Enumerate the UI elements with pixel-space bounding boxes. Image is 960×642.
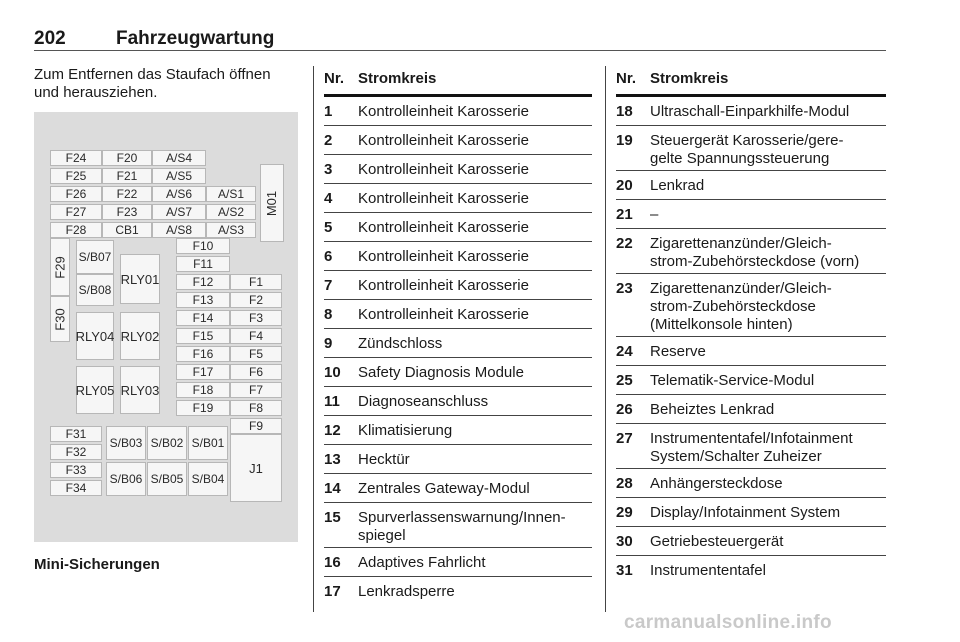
row-number: 10 <box>324 364 341 381</box>
row-text-line: Zigarettenanzünder/Gleich- <box>650 235 832 252</box>
junction-j1: J1 <box>230 434 282 502</box>
row-text-line: System/Schalter Zuheizer <box>650 448 822 465</box>
row-text: Kontrolleinheit Karosserie <box>358 306 529 323</box>
row-number: 12 <box>324 422 341 439</box>
row-text-line: Zigarettenanzünder/Gleich- <box>650 280 832 297</box>
row-number: 14 <box>324 480 341 497</box>
row-number: 30 <box>616 533 633 550</box>
row-text <box>650 280 832 334</box>
fuse-f31: F31 <box>50 426 102 442</box>
intro-line: Zum Entfernen das Staufach öffnen <box>34 66 271 83</box>
row-text: Kontrolleinheit Karosserie <box>358 132 529 149</box>
fuse-f17: F17 <box>176 364 230 380</box>
table-row <box>324 503 592 548</box>
fuse-f29 <box>50 238 70 296</box>
row-number: 18 <box>616 103 633 120</box>
row-number: 20 <box>616 177 633 194</box>
fuse-f32: F32 <box>50 444 102 460</box>
relay-rly01: RLY01 <box>120 254 160 304</box>
fuse-as8: A/S8 <box>152 222 206 238</box>
row-text: Adaptives Fahrlicht <box>358 554 486 571</box>
row-text: Lenkradsperre <box>358 583 455 600</box>
row-number: 7 <box>324 277 333 294</box>
table-row <box>616 366 886 395</box>
fuse-as1: A/S1 <box>206 186 256 202</box>
header-circuit: Stromkreis <box>358 70 437 87</box>
row-number: 27 <box>616 430 633 447</box>
watermark: carmanualsonline.info <box>624 612 832 633</box>
column-divider <box>313 66 314 612</box>
diagram-caption: Mini-Sicherungen <box>34 556 160 573</box>
row-text: Diagnoseanschluss <box>358 393 489 410</box>
fuse-as3: A/S3 <box>206 222 256 238</box>
intro-line: und herausziehen. <box>34 84 158 101</box>
fuse-f20: F20 <box>102 150 152 166</box>
row-text: Zentrales Gateway-Modul <box>358 480 530 497</box>
row-number: 9 <box>324 335 333 352</box>
row-text-line: strom-Zubehörsteckdose <box>650 298 816 315</box>
row-number: 4 <box>324 190 333 207</box>
row-text: Beheiztes Lenkrad <box>650 401 775 418</box>
module-m01 <box>260 164 284 242</box>
fuse-f26: F26 <box>50 186 102 202</box>
table-row <box>324 358 592 387</box>
row-text: Zündschloss <box>358 335 443 352</box>
header-circuit: Stromkreis <box>650 70 729 87</box>
fuse-table-1 <box>324 66 592 606</box>
row-text: Reserve <box>650 343 706 360</box>
row-text-line: gelte Spannungssteuerung <box>650 150 830 167</box>
page-title: Fahrzeugwartung <box>116 28 275 49</box>
table-row <box>616 126 886 171</box>
table-row <box>324 242 592 271</box>
row-text: Anhängersteckdose <box>650 475 783 492</box>
row-text: Klimatisierung <box>358 422 453 439</box>
fuse-as5: A/S5 <box>152 168 206 184</box>
row-text: Kontrolleinheit Karosserie <box>358 248 529 265</box>
fuse-f10: F10 <box>176 238 230 254</box>
row-number: 1 <box>324 103 333 120</box>
fuse-f11: F11 <box>176 256 230 272</box>
table-row <box>324 271 592 300</box>
fuse-f7: F7 <box>230 382 282 398</box>
table-row <box>616 527 886 556</box>
row-text-line: Steuergerät Karosserie/gere- <box>650 132 844 149</box>
fuse-sb04: S/B04 <box>188 462 228 496</box>
table-row <box>324 474 592 503</box>
row-text-line: strom-Zubehörsteckdose (vorn) <box>650 253 860 270</box>
row-number: 11 <box>324 393 340 410</box>
table-row <box>324 213 592 242</box>
row-number: 28 <box>616 475 633 492</box>
row-number: 8 <box>324 306 333 323</box>
relay-rly04: RLY04 <box>76 312 114 360</box>
fuse-f5: F5 <box>230 346 282 362</box>
row-text-line: spiegel <box>358 527 406 544</box>
row-text <box>650 132 843 168</box>
table-row <box>324 548 592 577</box>
table-row <box>616 200 886 229</box>
table-row <box>616 97 886 126</box>
row-number: 21 <box>616 206 633 223</box>
row-text-line: Instrumententafel/Infotainment <box>650 430 853 447</box>
row-text: Hecktür <box>358 451 410 468</box>
relay-rly03: RLY03 <box>120 366 160 414</box>
fuse-sb08: S/B08 <box>76 274 114 306</box>
row-text: Kontrolleinheit Karosserie <box>358 161 529 178</box>
row-text <box>650 235 859 271</box>
row-text-line: Spurverlassenswarnung/Innen- <box>358 509 566 526</box>
table-row <box>616 337 886 366</box>
table-row <box>616 498 886 527</box>
header-nr: Nr. <box>616 70 637 87</box>
table-row <box>616 469 886 498</box>
fuse-as4: A/S4 <box>152 150 206 166</box>
fuse-f16: F16 <box>176 346 230 362</box>
fuse-f4: F4 <box>230 328 282 344</box>
row-text <box>358 509 566 545</box>
row-number: 23 <box>616 280 633 297</box>
row-number: 16 <box>324 554 341 571</box>
table-row <box>616 556 886 584</box>
fuse-sb05: S/B05 <box>147 462 187 496</box>
row-text: Telematik-Service-Modul <box>650 372 815 389</box>
fuse-f22: F22 <box>102 186 152 202</box>
fuse-f28: F28 <box>50 222 102 238</box>
row-text: Kontrolleinheit Karosserie <box>358 219 529 236</box>
table-row <box>616 171 886 200</box>
row-text: Lenkrad <box>650 177 705 194</box>
table-row <box>616 395 886 424</box>
relay-rly05: RLY05 <box>76 366 114 414</box>
row-text-line: (Mittelkonsole hinten) <box>650 316 793 333</box>
row-text: Getriebesteuergerät <box>650 533 784 550</box>
fuse-f12: F12 <box>176 274 230 290</box>
row-number: 26 <box>616 401 633 418</box>
row-text: Instrumententafel <box>650 562 766 579</box>
column-divider <box>605 66 606 612</box>
fuse-f29-label: F29 <box>52 255 68 279</box>
table-header <box>324 66 592 97</box>
fuse-sb06: S/B06 <box>106 462 146 496</box>
fuse-f1: F1 <box>230 274 282 290</box>
table-row <box>324 445 592 474</box>
fuse-f19: F19 <box>176 400 230 416</box>
fuse-f24: F24 <box>50 150 102 166</box>
fuse-box-diagram <box>34 112 298 542</box>
row-number: 25 <box>616 372 633 389</box>
fuse-sb07: S/B07 <box>76 240 114 274</box>
row-number: 17 <box>324 583 341 600</box>
row-text: Ultraschall-Einparkhilfe-Modul <box>650 103 850 120</box>
fuse-f3: F3 <box>230 310 282 326</box>
table-row <box>616 229 886 274</box>
row-number: 19 <box>616 132 633 149</box>
fuse-as6: A/S6 <box>152 186 206 202</box>
fuse-f21: F21 <box>102 168 152 184</box>
row-number: 31 <box>616 562 633 579</box>
fuse-sb02: S/B02 <box>147 426 187 460</box>
table-header <box>616 66 886 97</box>
table-row <box>616 424 886 469</box>
fuse-f18: F18 <box>176 382 230 398</box>
fuse-f27: F27 <box>50 204 102 220</box>
row-number: 3 <box>324 161 333 178</box>
row-number: 6 <box>324 248 333 265</box>
relay-rly02: RLY02 <box>120 312 160 360</box>
row-number: 13 <box>324 451 341 468</box>
row-number: 29 <box>616 504 633 521</box>
row-number: 2 <box>324 132 333 149</box>
page-number: 202 <box>34 28 66 49</box>
fuse-f14: F14 <box>176 310 230 326</box>
table-row <box>324 184 592 213</box>
table-row <box>324 416 592 445</box>
module-m01-label: M01 <box>264 190 280 216</box>
table-row <box>324 155 592 184</box>
fuse-f33: F33 <box>50 462 102 478</box>
fuse-f8: F8 <box>230 400 282 416</box>
fuse-as7: A/S7 <box>152 204 206 220</box>
table-row <box>324 97 592 126</box>
fuse-table-2 <box>616 66 886 606</box>
table-row <box>324 300 592 329</box>
intro-text <box>34 66 296 102</box>
fuse-f34: F34 <box>50 480 102 496</box>
fuse-f23: F23 <box>102 204 152 220</box>
header-nr: Nr. <box>324 70 345 87</box>
fuse-sb03: S/B03 <box>106 426 146 460</box>
fuse-f13: F13 <box>176 292 230 308</box>
row-number: 22 <box>616 235 633 252</box>
fuse-f6: F6 <box>230 364 282 380</box>
fuse-sb01: S/B01 <box>188 426 228 460</box>
fuse-f30-label: F30 <box>52 307 68 331</box>
row-text: Safety Diagnosis Module <box>358 364 524 381</box>
row-text: Display/Infotainment System <box>650 504 841 521</box>
row-number: 5 <box>324 219 333 236</box>
fuse-f9: F9 <box>230 418 282 434</box>
fuse-f25: F25 <box>50 168 102 184</box>
row-text <box>650 430 853 466</box>
row-text: Kontrolleinheit Karosserie <box>358 190 529 207</box>
row-text: – <box>650 206 659 223</box>
row-number: 24 <box>616 343 633 360</box>
table-row <box>616 274 886 337</box>
row-number: 15 <box>324 509 341 526</box>
circuit-breaker-cb1: CB1 <box>102 222 152 238</box>
fuse-f15: F15 <box>176 328 230 344</box>
table-row <box>324 387 592 416</box>
table-row <box>324 329 592 358</box>
fuse-as2: A/S2 <box>206 204 256 220</box>
table-row <box>324 577 592 605</box>
row-text: Kontrolleinheit Karosserie <box>358 277 529 294</box>
page-header <box>34 26 886 51</box>
row-text: Kontrolleinheit Karosserie <box>358 103 529 120</box>
table-row <box>324 126 592 155</box>
fuse-f30 <box>50 296 70 342</box>
fuse-f2: F2 <box>230 292 282 308</box>
